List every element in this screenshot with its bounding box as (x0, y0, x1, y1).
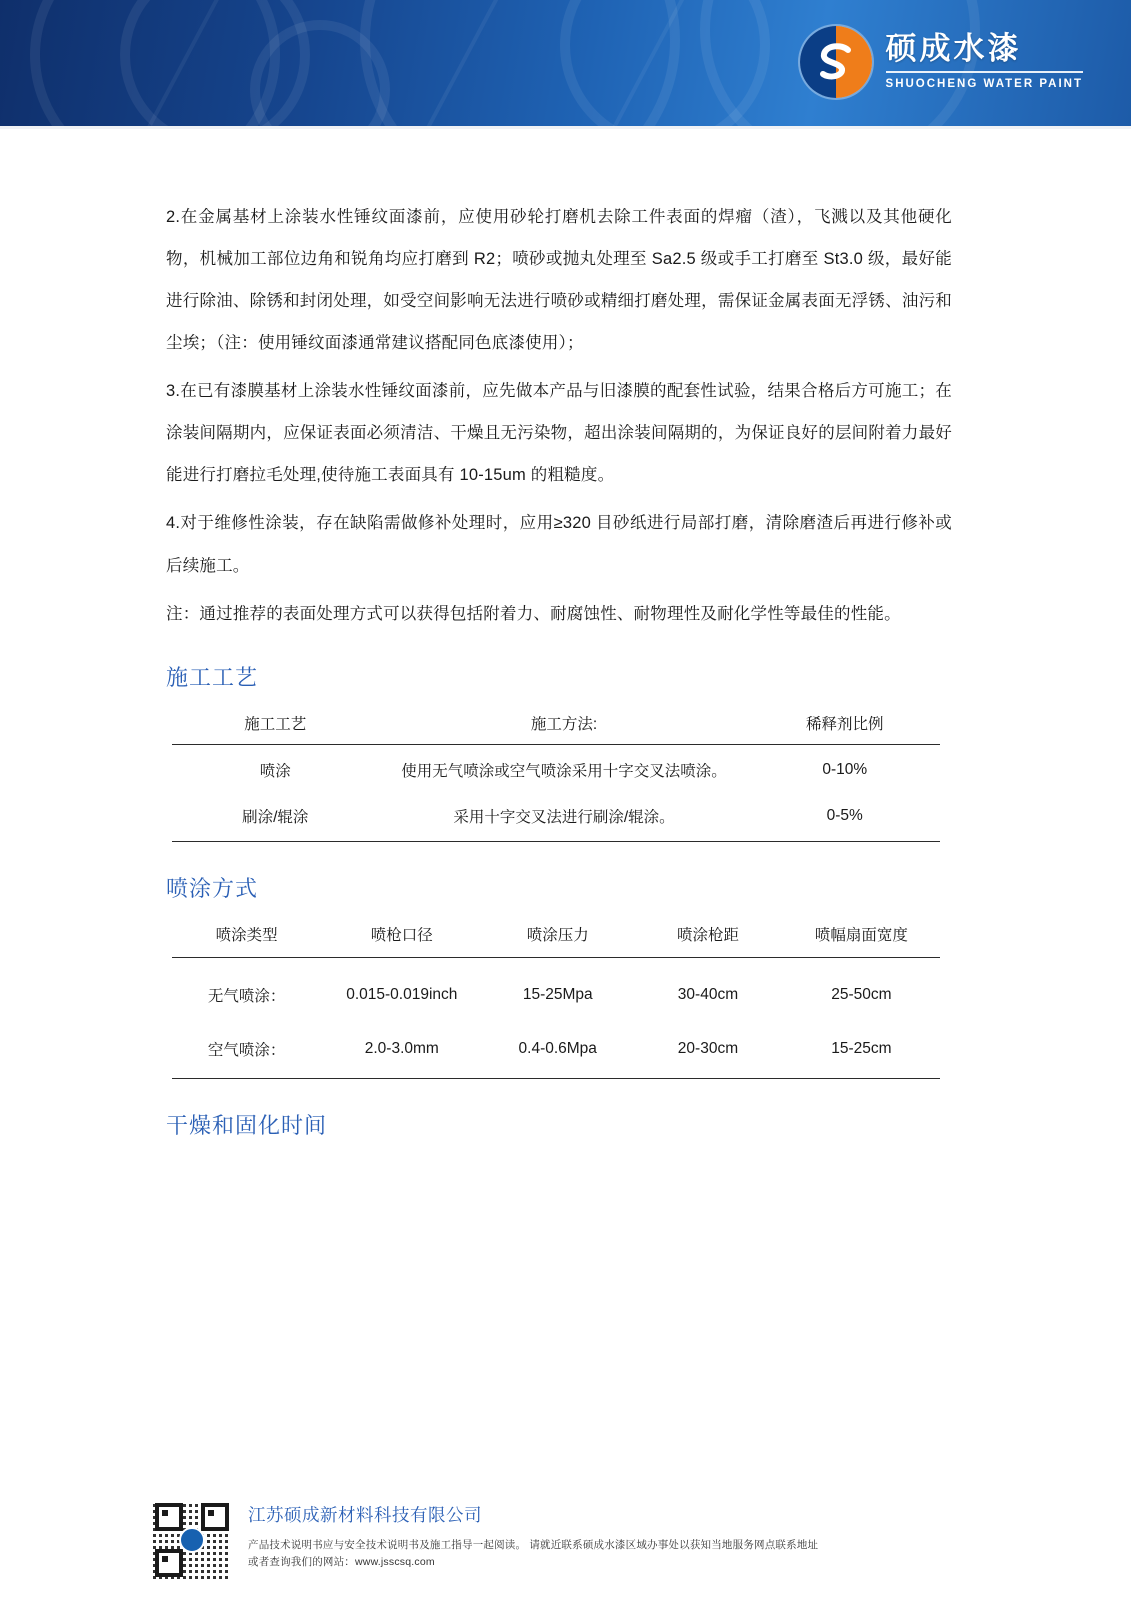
brand-logo (800, 26, 1083, 98)
process-header-2: 施工方法: (379, 706, 750, 745)
qr-center-logo (179, 1527, 205, 1553)
process-header-3: 稀释剂比例 (749, 706, 940, 745)
process-r1-c2: 使用无气喷涂或空气喷涂采用十字交叉法喷涂。 (401, 762, 727, 780)
qr-corner-top-right (201, 1503, 229, 1531)
section-title-process: 施工工艺 (166, 664, 259, 690)
page-footer (0, 1482, 1131, 1600)
logo-text-cn: 硕成水漆 (885, 31, 1022, 67)
swirl-s-logo-icon (800, 26, 872, 98)
spray-r1-c1: 无气喷涂： (207, 987, 286, 1005)
spray-r2-c5: 15-25cm (783, 1026, 940, 1079)
paragraph-note: 注：通过推荐的表面处理方式可以获得包括附着力、耐腐蚀性、耐物理性及耐化学性等最佳的性能。 (166, 604, 901, 623)
table-row (172, 793, 940, 842)
process-table (172, 706, 940, 842)
section-title-drying: 干燥和固化时间 (166, 1112, 328, 1138)
process-r1-c1: 喷涂 (259, 762, 291, 780)
spray-header-1: 喷涂类型 (172, 917, 321, 958)
document-body (166, 196, 952, 1154)
logo-divider (886, 71, 1083, 73)
footer-note-line-2: 或者查询我们的网站：www.jsscsq.com (248, 1555, 435, 1568)
spray-r2-c1: 空气喷涂： (172, 1026, 321, 1079)
table-row (172, 744, 940, 793)
spray-r1-c2: 0.015-0.019inch (346, 985, 458, 1003)
process-r2-c3: 0-5% (749, 793, 940, 842)
header-bottom-divider (0, 126, 1131, 129)
qr-corner-bottom-left (155, 1549, 183, 1577)
table-row (172, 1026, 940, 1079)
logo-text-en: SHUOCHENG WATER PAINT (885, 78, 1083, 91)
process-r2-c2: 采用十字交叉法进行刷涂/辊涂。 (379, 793, 750, 842)
spray-table (172, 917, 940, 1079)
process-header-1: 施工工艺 (172, 706, 379, 745)
spray-header-4: 喷涂枪距 (633, 917, 783, 958)
spray-header-3: 喷涂压力 (482, 917, 633, 958)
spray-r2-c2: 2.0-3.0mm (321, 1026, 482, 1079)
qr-code-icon (152, 1500, 232, 1580)
footer-note-line-1: 产品技术说明书应与安全技术说明书及施工指导一起阅读。 请就近联系硕成水漆区域办事处以获知当地服务网点联系地址 (248, 1539, 819, 1551)
spray-r2-c4: 20-30cm (633, 1026, 783, 1079)
logo-s-glyph-icon (812, 38, 860, 86)
section-title-spray: 喷涂方式 (166, 875, 259, 901)
spray-r2-c3: 0.4-0.6Mpa (482, 1026, 633, 1079)
page-header (0, 0, 1131, 126)
table-row (172, 957, 940, 1026)
process-r2-c1: 刷涂/辊涂 (172, 793, 379, 842)
table-header-row (172, 917, 940, 958)
spray-r1-c3: 15-25Mpa (522, 985, 593, 1003)
table-header-row (172, 706, 940, 745)
spray-header-2: 喷枪口径 (321, 917, 482, 958)
qr-corner-top-left (155, 1503, 183, 1531)
spray-r1-c5: 25-50cm (831, 985, 892, 1003)
process-r1-c3: 0-10% (822, 760, 868, 778)
paragraph-4: 4.对于维修性涂装，存在缺陷需做修补处理时，应用≥320 目砂纸进行局部打磨，清除磨渣后再进行修补或后续施工。 (166, 514, 952, 575)
company-name: 江苏硕成新材料科技有限公司 (248, 1505, 482, 1525)
spray-r1-c4: 30-40cm (677, 985, 739, 1003)
spray-header-5: 喷幅扇面宽度 (783, 917, 940, 958)
paragraph-3: 3.在已有漆膜基材上涂装水性锤纹面漆前，应先做本产品与旧漆膜的配套性试验，结果合格后方可施工；在涂装间隔期内，应保证表面必须清洁、干燥且无污染物，超出涂装间隔期的，为保证良好的层间附着力最好能进行打磨拉毛处理,使待施工表面具有 10-15um 的粗糙度。 (166, 382, 952, 485)
paragraph-2: 2.在金属基材上涂装水性锤纹面漆前，应使用砂轮打磨机去除工件表面的焊瘤（渣），飞溅以及其他硬化物，机械加工部位边角和锐角均应打磨到 R2；喷砂或抛丸处理至 Sa2.5 级或手工打磨至 St3.0 级，最好能进行除油、除锈和封闭处理，如受空间影响无法进行喷砂或精细打磨处理，需保证金属表面无浮锈、油污和尘埃；（注：使用锤纹面漆通常建议搭配同色底漆使用）； (166, 208, 952, 353)
